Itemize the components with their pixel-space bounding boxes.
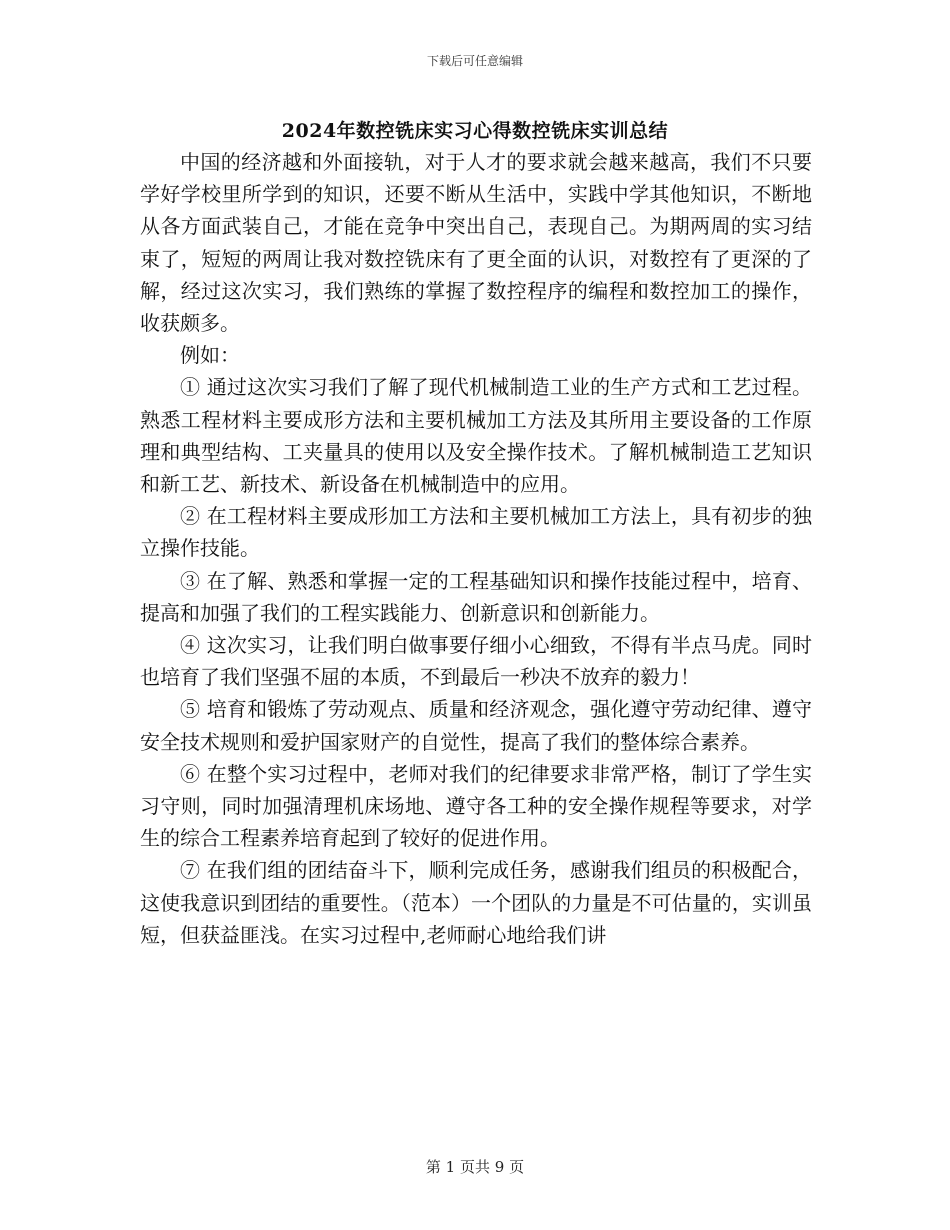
paragraph-item-3: ③ 在了解、熟悉和掌握一定的工程基础知识和操作技能过程中，培育、提高和加强了我们的工程实践能力、创新意识和创新能力。 [140, 568, 812, 625]
paragraph-item-5: ⑤ 培育和锻炼了劳动观点、质量和经济观念，强化遵守劳动纪律、遵守安全技术规则和爱护国家财产的自觉性，提高了我们的整体综合素养。 [140, 697, 812, 754]
document-title: 2024年数控铣床实习心得数控铣床实训总结 [281, 120, 669, 142]
paragraph-item-2: ② 在工程材料主要成形加工方法和主要机械加工方法上，具有初步的独立操作技能。 [140, 504, 812, 561]
paragraph-intro: 中国的经济越和外面接轨，对于人才的要求就会越来越高，我们不只要学好学校里所学到的知识，还要不断从生活中，实践中学其他知识，不断地从各方面武装自己，才能在竞争中突出自己，表现自己。为期两周的实习结束了，短短的两周让我对数控铣床有了更全面的认识，对数控有了更深的了解，经过这次实习，我们熟练的掌握了数控程序的编程和数控加工的操作，收获颇多。 [140, 150, 812, 336]
paragraph-item-7: ⑦ 在我们组的团结奋斗下，顺利完成任务，感谢我们组员的积极配合，这使我意识到团结的重要性。（范本）一个团队的力量是不可估量的，实训虽短，但获益匪浅。在实习过程中,老师耐心地给我们讲 [140, 858, 812, 947]
page-number-footer: 第 1 页共 9 页 [425, 1158, 525, 1176]
document-body [140, 146, 812, 951]
paragraph-item-6: ⑥ 在整个实习过程中，老师对我们的纪律要求非常严格，制订了学生实习守则，同时加强清理机床场地、遵守各工种的安全操作规程等要求，对学生的综合工程素养培育起到了较好的促进作用。 [140, 761, 812, 851]
paragraph-example-label: 例如： [180, 343, 240, 368]
paragraph-item-4: ④ 这次实习，让我们明白做事要仔细小心细致，不得有半点马虎。同时也培育了我们坚强不屈的本质，不到最后一秒决不放弃的毅力！ [140, 633, 812, 690]
paragraph-item-1: ① 通过这次实习我们了解了现代机械制造工业的生产方式和工艺过程。熟悉工程材料主要成形方法和主要机械加工方法及其所用主要设备的工作原理和典型结构、工夹量具的使用以及安全操作技术。了解机械制造工艺知识和新工艺、新技术、新设备在机械制造中的应用。 [140, 375, 812, 497]
page-header-note: 下载后可任意编辑 [426, 54, 523, 68]
